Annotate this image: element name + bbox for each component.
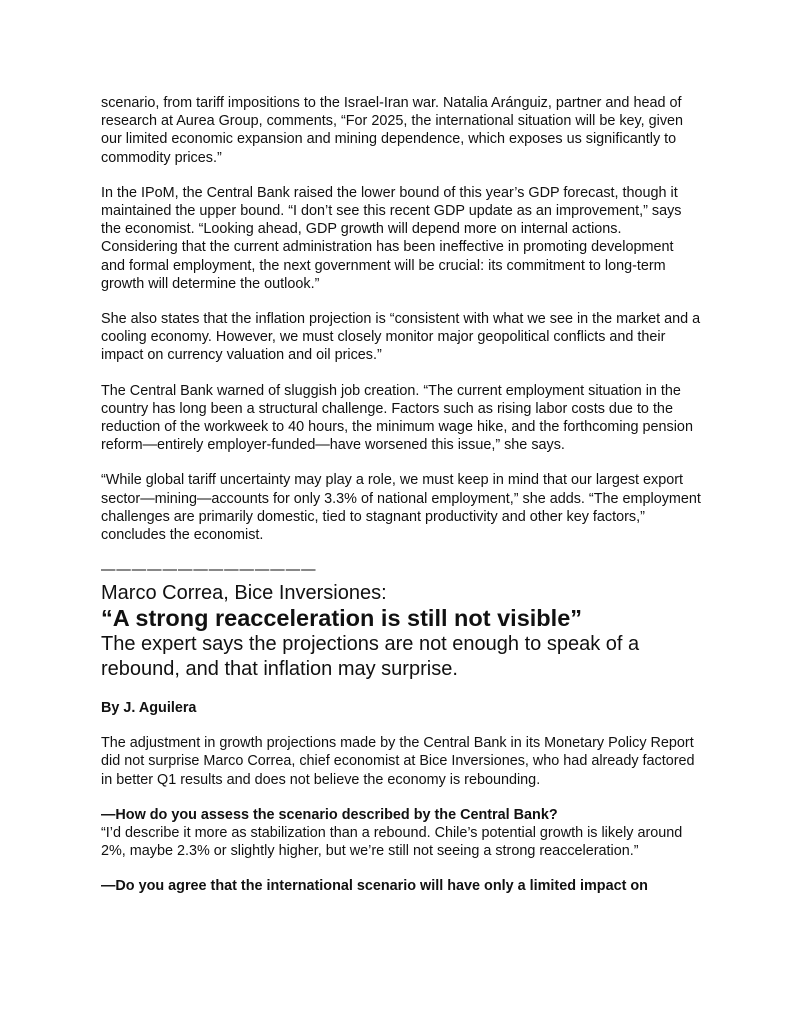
article-paragraph-1: scenario, from tariff impositions to the Israel-Iran war. Natalia Aránguiz, partner and head of research at Aurea Group, comments, “For 2025, the international situation will be key, given our limited economic expansion and mining dependence, which exposes us significantly to commodity prices.” — [101, 95, 684, 166]
interview-intro: The adjustment in growth projections made by the Central Bank in its Monetary Policy Report did not surprise Marco Correa, chief economist at Bice Inversiones, who had already factored in better Q1 results and does not believe the economy is rebounding. — [101, 735, 695, 788]
article-paragraph-5: “While global tariff uncertainty may play a role, we must keep in mind that our largest export sector—mining—accounts for only 3.3% of national employment,” she adds. “The employment challenges are primarily domestic, tied to stagnant productivity and other key factors,” concludes the economist. — [101, 472, 701, 544]
interview-headline: “A strong reacceleration is still not visible” — [101, 605, 583, 632]
interview-subhead: The expert says the projections are not enough to speak of a rebound, and that inflation may surprise. — [101, 633, 640, 681]
article-paragraph-4: The Central Bank warned of sluggish job creation. “The current employment situation in the country has long been a structural challenge. Factors such as rising labor costs due to the reduction of the workweek to 40 hours, the minimum wage hike, and the forthcoming pension reform—entirely employer-funded—have worsened this issue,” she says. — [101, 382, 693, 454]
interview-answer-1: “I’d describe it more as stabilization than a rebound. Chile’s potential growth is likely around 2%, maybe 2.3% or slightly higher, but we’re still not seeing a strong reacceleration.” — [101, 825, 683, 860]
interview-question-1: —How do you assess the scenario described by the Central Bank? — [101, 806, 558, 823]
interview-question-2: —Do you agree that the international scenario will have only a limited impact on — [101, 878, 648, 895]
article-paragraph-3: She also states that the inflation projection is “consistent with what we see in the market and a cooling economy. However, we must closely monitor major geopolitical conflicts and their impact on currency valuation and oil prices.” — [101, 311, 701, 364]
document-page — [101, 94, 701, 896]
interviewee-name: Marco Correa, Bice Inversiones: — [101, 582, 387, 605]
section-divider: —————————————— — [101, 562, 317, 579]
article-paragraph-2: In the IPoM, the Central Bank raised the lower bound of this year’s GDP forecast, though it maintained the upper bound. “I don’t see this recent GDP update as an improvement,” says the economist. “Looking ahead, GDP growth will depend more on internal actions. Considering that the current administration has been ineffective in promoting development and formal employment, the next government will be crucial: its commitment to long-term growth will determine the outlook.” — [101, 184, 682, 292]
byline: By J. Aguilera — [101, 700, 197, 717]
